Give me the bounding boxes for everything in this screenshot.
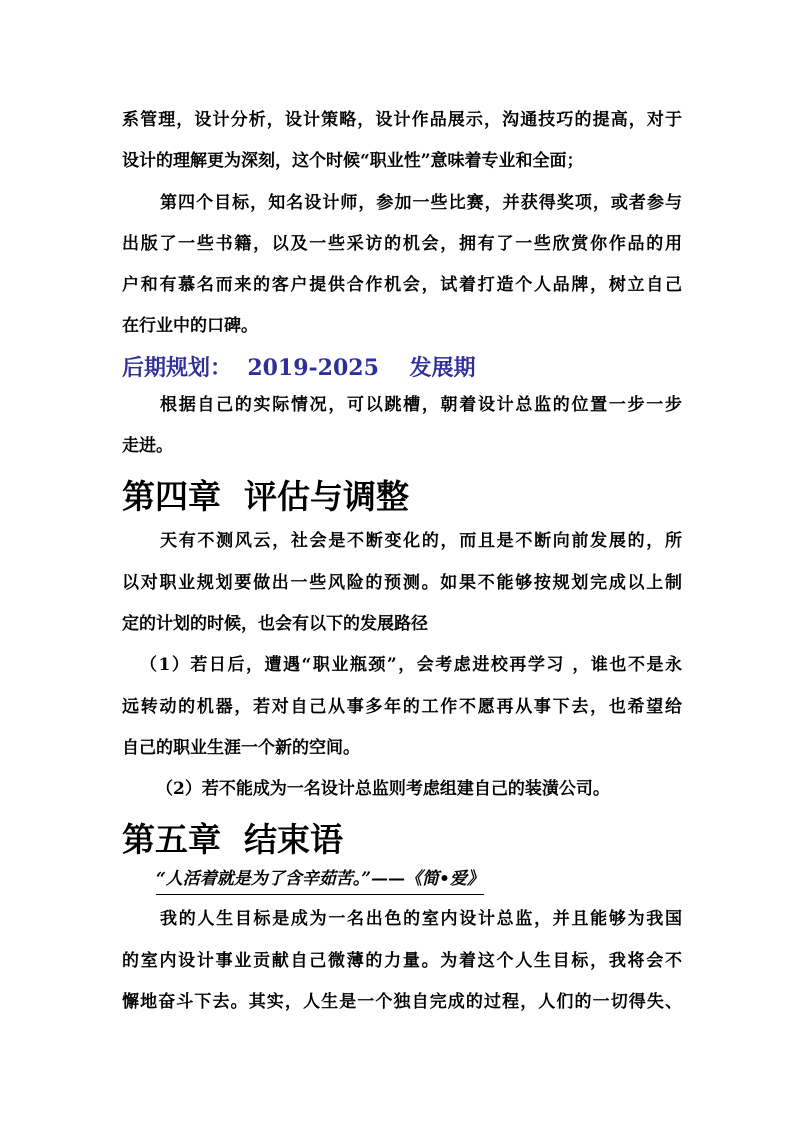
body-line: （1）若日后，遭遇“职业瓶颈”，会考虑进校再学习 ，谁也不是永 [140,655,682,676]
body-line: 我的人生目标是成为一名出色的室内设计总监，并且能够为我国 [160,909,682,930]
body-line: 根据自己的实际情况，可以跳槽，朝着设计总监的位置一步一步 [160,394,682,415]
body-line: 定的计划的时候，也会有以下的发展路径 [122,613,428,634]
body-line: 懈地奋斗下去。其实，人生是一个独自完成的过程，人们的一切得失、 [122,992,682,1013]
body-line: 在行业中的口碑。 [122,316,258,337]
body-line: 户和有慕名而来的客户提供合作机会，试着打造个人品牌，树立自己 [122,275,682,296]
document-content [122,100,682,1023]
body-line: 的室内设计事业贡献自己微薄的力量。为着这个人生目标，我将会不 [122,950,682,971]
section-subheading: 后期规划： 2019-2025 发展期 [122,354,476,381]
body-line: 自己的职业生涯一个新的空间。 [122,737,360,758]
body-line: 走进。 [122,436,173,457]
body-line: 以对职业规划要做出一些风险的预测。如果不能够按规划完成以上制 [122,572,682,593]
body-line: 第四个目标，知名设计师，参加一些比赛，并获得奖项，或者参与 [160,192,682,213]
body-line: 远转动的机器，若对自己从事多年的工作不愿再从事下去，也希望给 [122,696,682,717]
body-line: 系管理，设计分析，设计策略，设计作品展示，沟通技巧的提高，对于 [122,110,682,130]
body-line: 设计的理解更为深刻，这个时候“职业性”意味着专业和全面； [122,151,584,172]
body-line: （2）若不能成为一名设计总监则考虑组建自己的装潢公司。 [156,779,610,800]
epigraph-quote: “人活着就是为了含辛茹苦。”——《简•爱》 [156,864,484,895]
body-line: 天有不测风云，社会是不断变化的，而且是不断向前发展的，所 [160,531,682,552]
chapter-heading: 第五章 结束语 [122,820,343,860]
chapter-heading: 第四章 评估与调整 [122,477,409,517]
body-line: 出版了一些书籍，以及一些采访的机会，拥有了一些欣赏你作品的用 [122,233,682,254]
